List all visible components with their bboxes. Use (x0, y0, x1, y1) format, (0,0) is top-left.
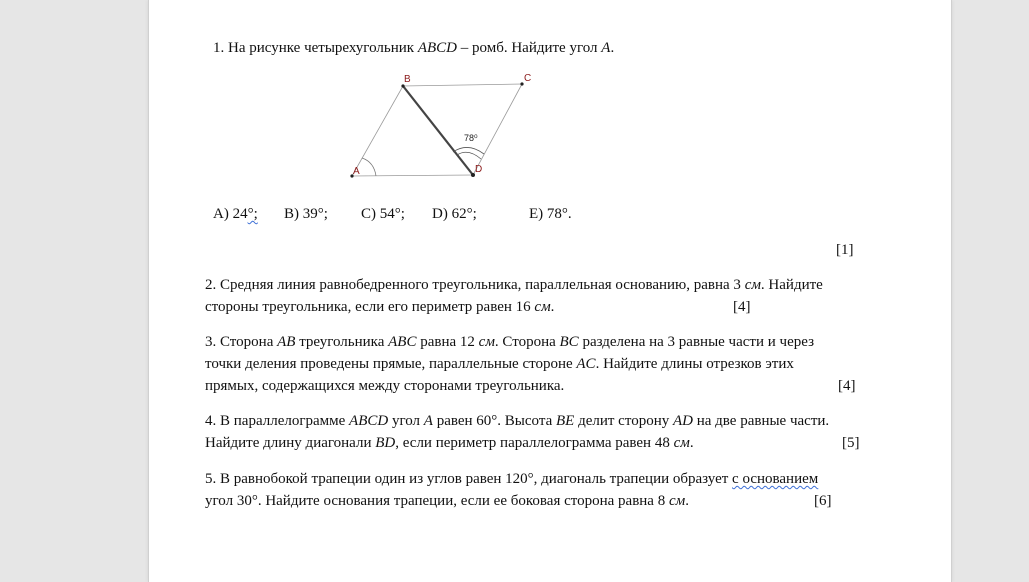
q2-line-1: 2. Средняя линия равнобедренного треугольника, параллельная основанию, равна 3 см. Найдите (205, 277, 823, 293)
q3-line-3: прямых, содержащихся между сторонами треугольника. (205, 378, 565, 394)
option-b: B) 39°; (284, 206, 328, 222)
q1-text: 1. На рисунке четырехугольник ABCD – ромб. Найдите угол A. (213, 40, 615, 56)
option-a: A) 24°; (213, 206, 258, 222)
q1-mark: [1] (836, 242, 854, 258)
label-a: A (353, 166, 360, 177)
q4-mark: [5] (842, 435, 860, 451)
option-d: D) 62°; (432, 206, 477, 222)
side-bc (403, 84, 522, 86)
q5-mark: [6] (814, 493, 832, 509)
q4-line-1: 4. В параллелограмме ABCD угол A равен 60°. Высота BE делит сторону AD на две равные части. (205, 413, 830, 429)
q2-mark: [4] (733, 299, 751, 315)
rhombus-figure (340, 68, 540, 188)
q3-mark: [4] (838, 378, 856, 394)
angle-label: 78⁰ (464, 133, 478, 143)
side-cd (473, 84, 522, 175)
side-ab (352, 86, 403, 176)
q4-line-2: Найдите длину диагонали BD, если периметр параллелограмма равен 48 см. (205, 435, 694, 451)
q2-line-2: стороны треугольника, если его периметр равен 16 см. (205, 299, 555, 315)
q5-line-1: 5. В равнобокой трапеции один из углов равен 120°, диагональ трапеции образует с основанием (205, 471, 819, 487)
angle-a-arc (362, 158, 376, 176)
option-c: C) 54°; (361, 206, 405, 222)
side-ad (352, 175, 473, 176)
angle-d-arc-2 (453, 147, 484, 154)
label-c: C (524, 73, 532, 84)
q3-line-1: 3. Сторона AB треугольника ABC равна 12 см. Сторона BC разделена на 3 равные части и через (205, 334, 814, 350)
label-d: D (475, 164, 483, 175)
label-b: B (404, 74, 411, 85)
diagonal-bd (403, 86, 473, 175)
q3-line-2: точки деления проведены прямые, параллельные стороне AC. Найдите длины отрезков этих (205, 356, 794, 372)
q5-line-2: угол 30°. Найдите основания трапеции, если ее боковая сторона равна 8 см. (205, 493, 689, 509)
option-e: E) 78°. (529, 206, 572, 222)
